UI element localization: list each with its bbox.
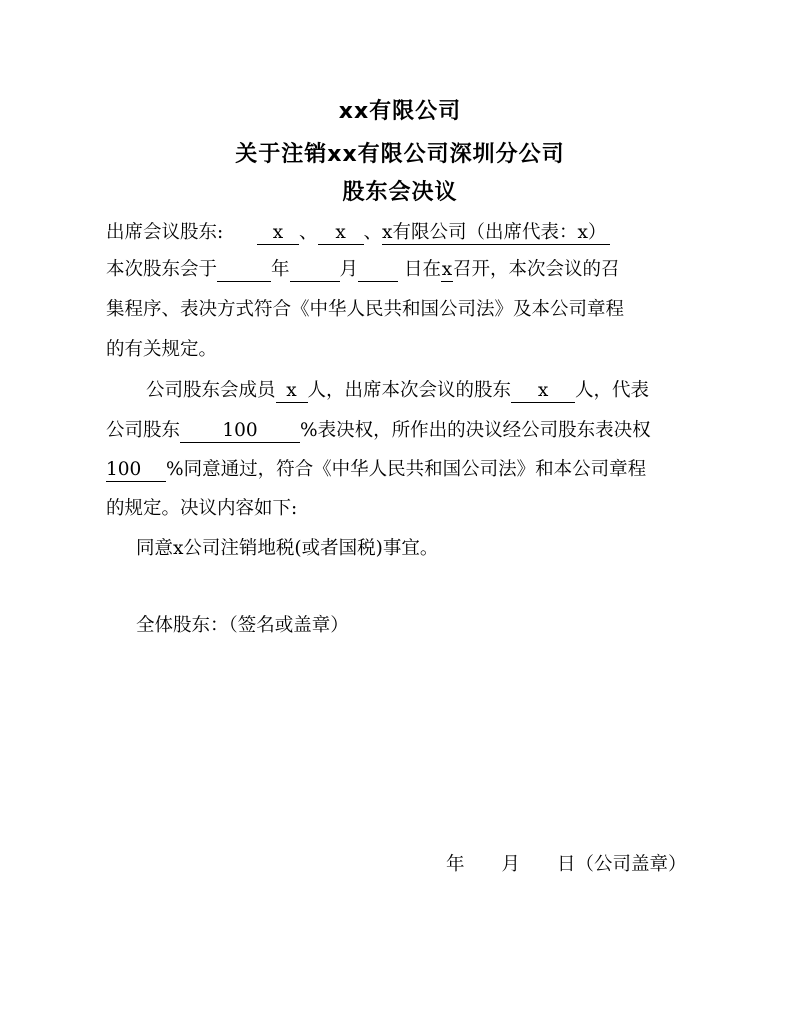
resolution-line-2 — [106, 419, 651, 443]
attendees-label: 出席会议股东: — [106, 222, 224, 243]
company-title: xx有限公司 — [338, 99, 462, 124]
members-label: 公司股东会成员 — [146, 380, 276, 401]
date-line: 年 月 日（公司盖章） — [446, 854, 687, 875]
attendees-line — [106, 221, 610, 245]
voting-rights-text: %表决权，所作出的决议经公司股东表决权 — [300, 420, 651, 441]
resolution-line-4: 的规定。决议内容如下: — [106, 498, 298, 519]
meeting-line-2: 集程序、表决方式符合《中华人民共和国公司法》及本公司章程 — [106, 299, 625, 320]
shareholders-label: 公司股东 — [106, 420, 181, 441]
member-count: x — [276, 381, 308, 403]
meeting-line-3: 的有关规定。 — [106, 339, 218, 360]
approval-text: %同意通过，符合《中华人民共和国公司法》和本公司章程 — [166, 459, 647, 480]
represent-percent: 100 — [180, 421, 300, 443]
separator: 、 — [299, 222, 318, 243]
signature-line: 全体股东：（签名或盖章） — [136, 615, 349, 636]
meeting-rest: 召开，本次会议的召 — [452, 259, 620, 280]
present-label: 人，出席本次会议的股东 — [307, 380, 512, 401]
pass-percent: 100 — [106, 460, 166, 482]
shareholder-company: x有限公司（出席代表：x） — [382, 223, 610, 245]
separator: 、 — [363, 222, 383, 243]
meeting-place: x — [441, 259, 453, 280]
resolution-content: 同意x公司注销地税(或者国税)事宜。 — [136, 538, 439, 559]
meeting-prefix: 本次股东会于 — [106, 259, 218, 280]
year-blank — [217, 261, 271, 282]
resolution-line-1 — [146, 379, 649, 403]
day-at: 日在 — [403, 259, 441, 280]
day-blank — [358, 261, 398, 282]
month-blank — [290, 261, 340, 282]
year-unit: 年 — [271, 259, 290, 280]
present-count: x — [511, 381, 575, 403]
subject-title: 关于注销xx有限公司深圳分公司 — [235, 142, 565, 167]
meeting-line-1 — [106, 258, 619, 282]
resolution-line-3 — [106, 458, 646, 482]
represent-label: 人，代表 — [575, 380, 650, 401]
shareholder-2: x — [318, 223, 364, 245]
shareholder-1: x — [257, 223, 299, 245]
resolution-title: 股东会决议 — [342, 180, 458, 205]
month-unit: 月 — [339, 259, 359, 280]
